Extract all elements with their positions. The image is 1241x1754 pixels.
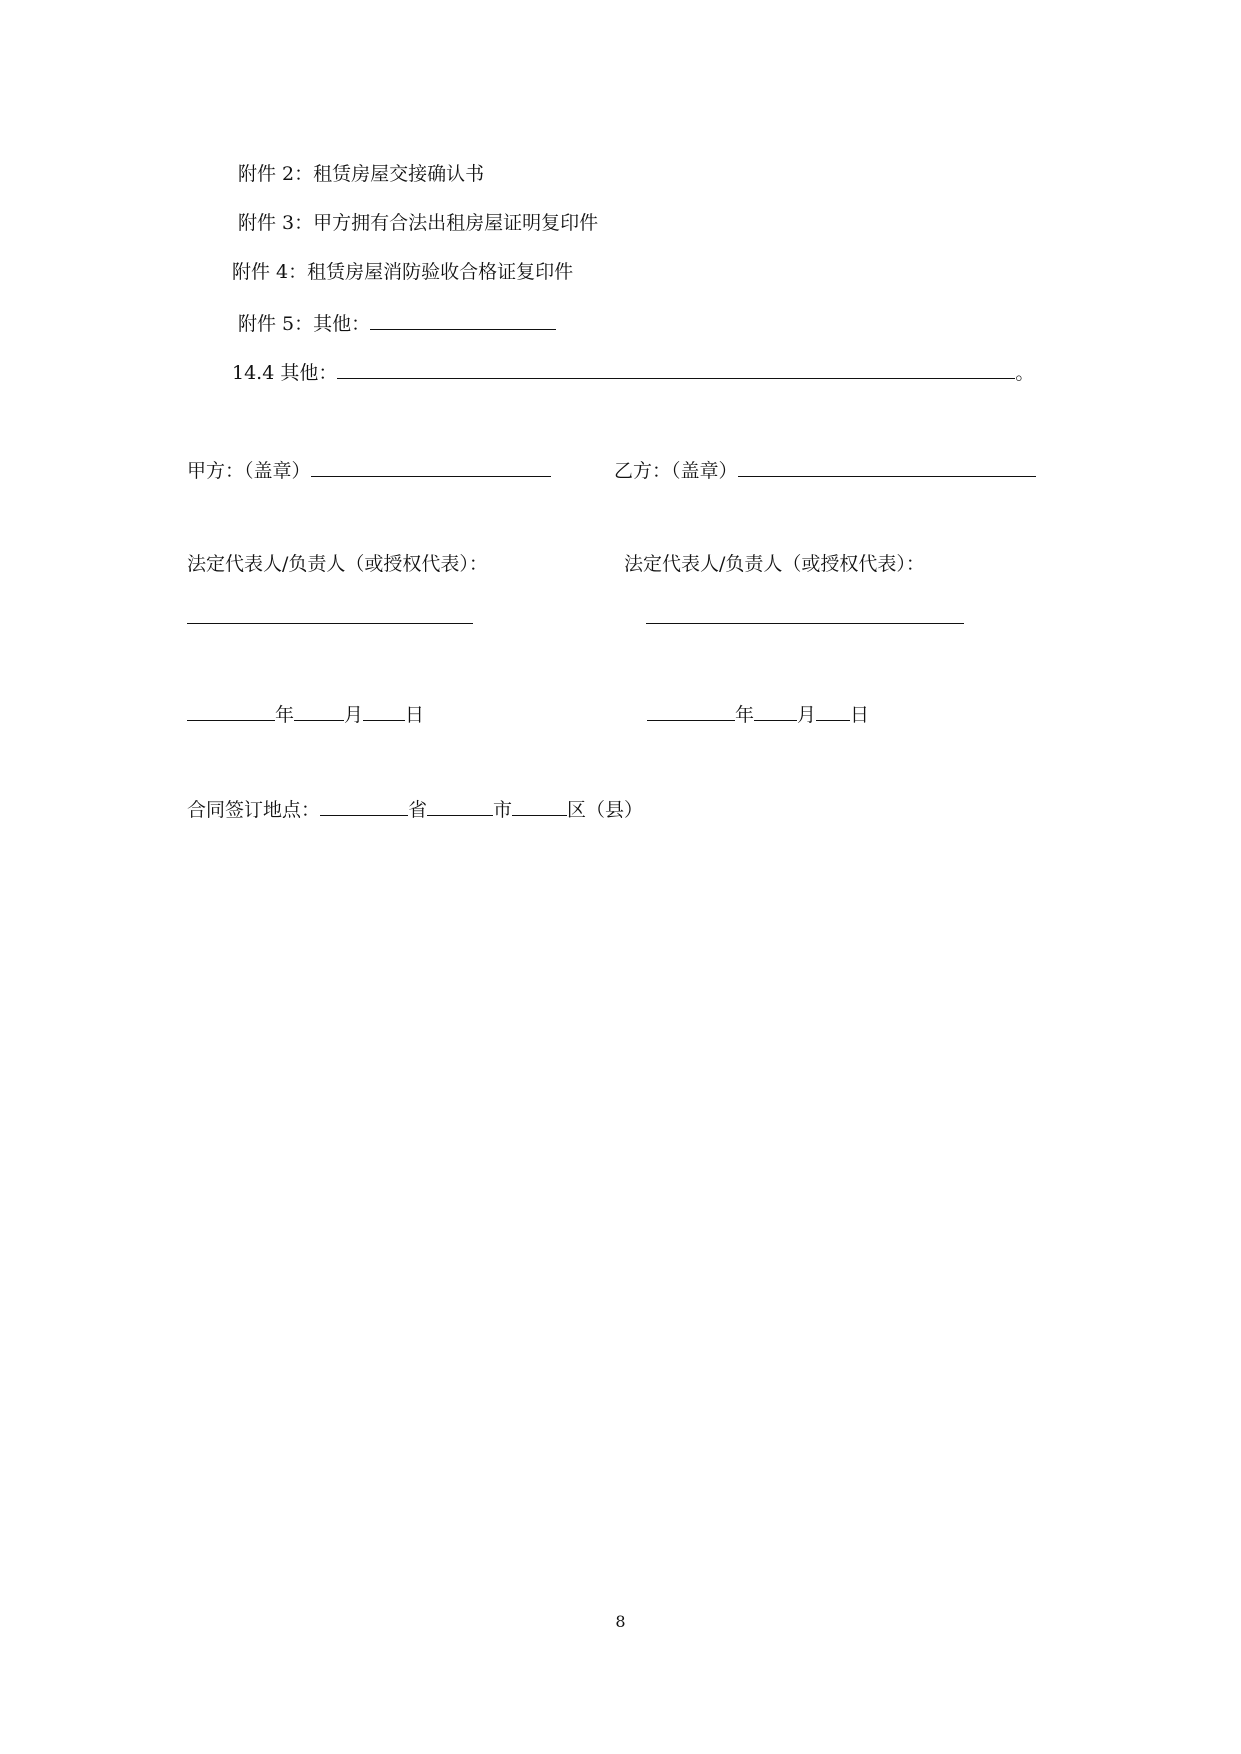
city-blank[interactable] xyxy=(427,795,493,816)
date-b-day-blank[interactable] xyxy=(816,700,850,721)
date-b-year-blank[interactable] xyxy=(647,700,735,721)
attachment-3: 附件 3：甲方拥有合法出租房屋证明复印件 xyxy=(238,212,599,234)
date-a-month-label: 月 xyxy=(344,704,364,726)
date-a-day-blank[interactable] xyxy=(363,700,405,721)
date-a-year-blank[interactable] xyxy=(187,700,275,721)
date-a-month-blank[interactable] xyxy=(294,700,344,721)
city-label: 市 xyxy=(493,799,513,821)
party-a-seal xyxy=(187,456,551,480)
date-b-month-label: 月 xyxy=(797,704,817,726)
party-b-blank[interactable] xyxy=(738,456,1036,477)
district-blank[interactable] xyxy=(512,795,567,816)
rep-b-label: 法定代表人/负责人（或授权代表）： xyxy=(624,553,925,575)
attachment-4: 附件 4：租赁房屋消防验收合格证复印件 xyxy=(232,261,574,283)
party-a-label: 甲方：（盖章） xyxy=(187,460,311,482)
date-a-day-label: 日 xyxy=(405,704,425,726)
rep-b-signature-line[interactable] xyxy=(646,623,964,624)
page-number: 8 xyxy=(615,1612,626,1631)
rep-a-label: 法定代表人/负责人（或授权代表）： xyxy=(187,553,488,575)
party-a-blank[interactable] xyxy=(311,456,551,477)
party-b-seal xyxy=(614,456,1036,480)
location-label: 合同签订地点： xyxy=(187,799,321,821)
clause-14-4-end: 。 xyxy=(1015,362,1035,384)
district-label: 区（县） xyxy=(567,799,644,821)
date-b-year-label: 年 xyxy=(735,704,755,726)
signing-location xyxy=(187,795,643,819)
attachment-5 xyxy=(238,309,556,333)
date-b-day-label: 日 xyxy=(850,704,870,726)
date-b-month-blank[interactable] xyxy=(754,700,797,721)
clause-14-4-label: 14.4 其他： xyxy=(232,362,338,384)
date-b xyxy=(647,700,869,724)
date-a xyxy=(187,700,424,724)
attachment-5-blank[interactable] xyxy=(370,309,556,330)
province-label: 省 xyxy=(408,799,428,821)
party-b-label: 乙方：（盖章） xyxy=(614,460,738,482)
rep-a-signature-line[interactable] xyxy=(187,623,473,624)
attachment-5-label: 附件 5：其他： xyxy=(238,313,371,335)
province-blank[interactable] xyxy=(320,795,408,816)
date-a-year-label: 年 xyxy=(275,704,295,726)
attachment-2: 附件 2：租赁房屋交接确认书 xyxy=(238,163,485,185)
clause-14-4-blank[interactable] xyxy=(337,358,1015,379)
clause-14-4 xyxy=(232,358,1034,382)
